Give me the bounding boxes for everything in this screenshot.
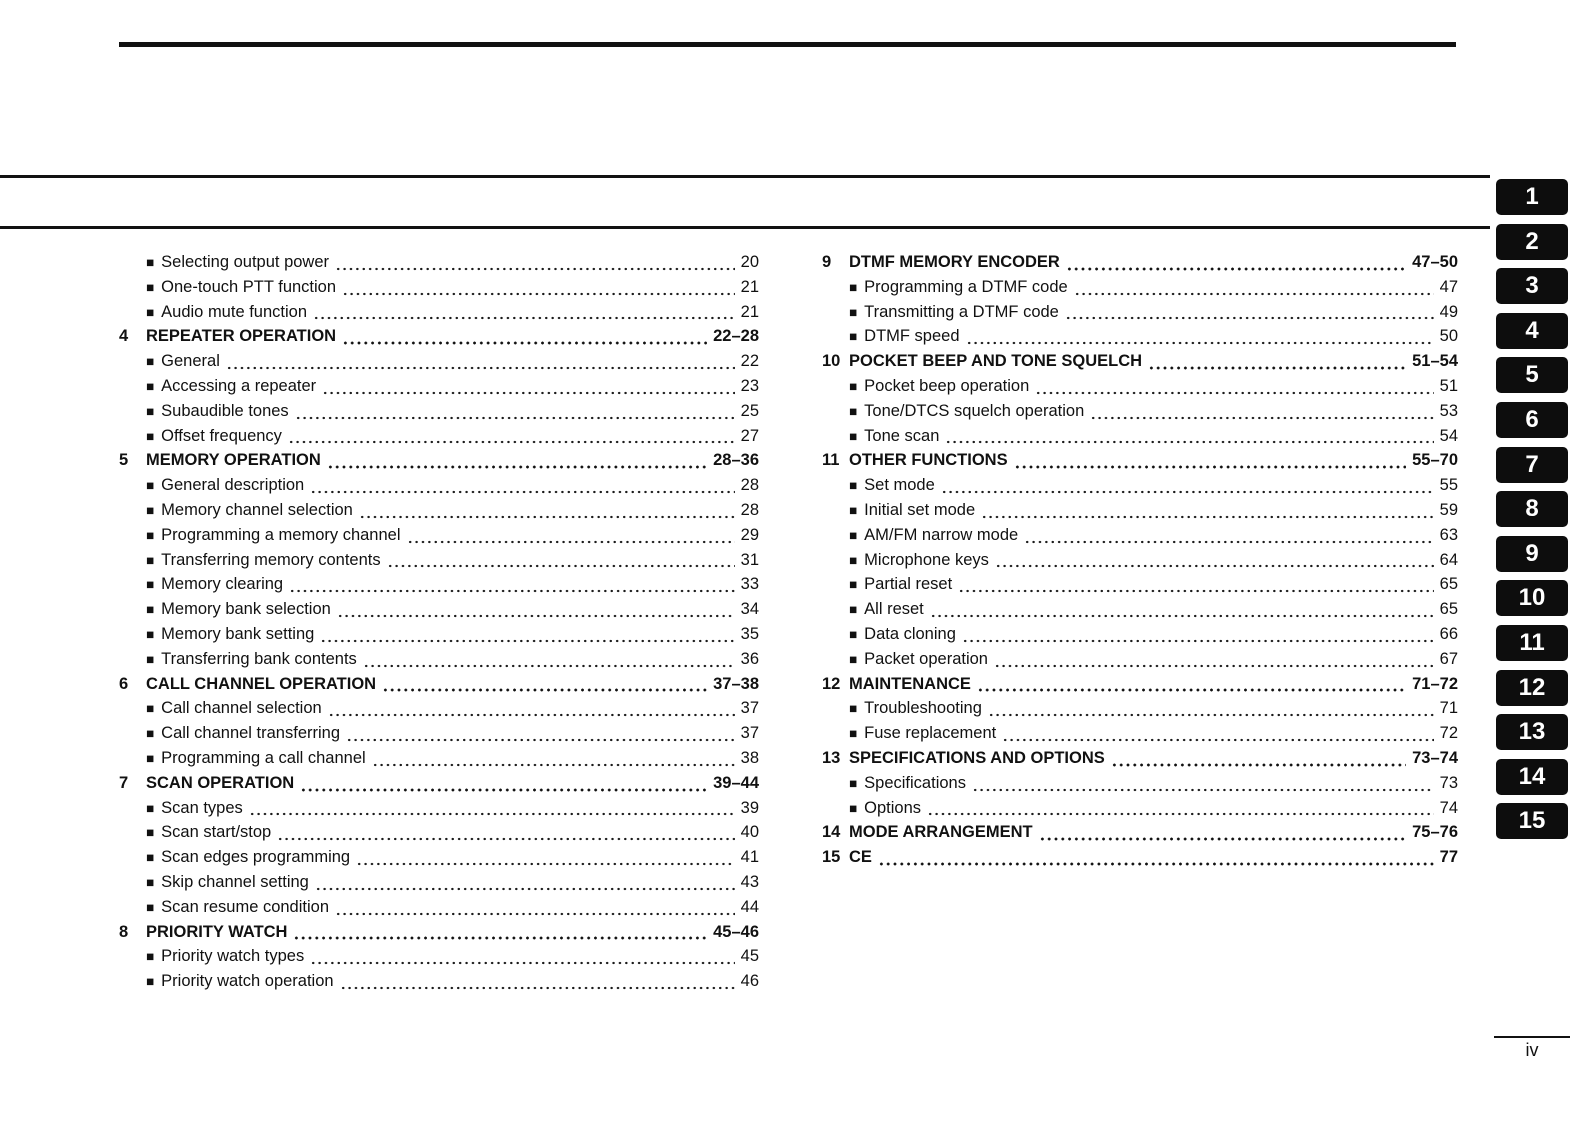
toc-chapter-row bbox=[119, 672, 759, 697]
dot-leader bbox=[342, 324, 707, 349]
section-title: Memory clearing bbox=[161, 575, 284, 594]
section-bullet-icon: ■ bbox=[146, 428, 155, 444]
page-number: 47 bbox=[1439, 277, 1458, 296]
section-title: Call channel transferring bbox=[161, 724, 340, 743]
toc-section-row bbox=[119, 721, 759, 746]
chapter-title: CALL CHANNEL OPERATION bbox=[146, 674, 377, 693]
section-bullet-icon: ■ bbox=[849, 329, 858, 345]
dot-leader bbox=[293, 920, 707, 945]
page-number: 28–36 bbox=[713, 451, 759, 470]
page-number: 53 bbox=[1439, 401, 1458, 420]
toc-section-row bbox=[119, 473, 759, 498]
page-number: 46 bbox=[740, 972, 759, 991]
toc-chapter-row bbox=[822, 845, 1458, 870]
page-number: 50 bbox=[1439, 327, 1458, 346]
section-bullet-icon: ■ bbox=[849, 502, 858, 518]
page-number: 64 bbox=[1439, 550, 1458, 569]
toc-chapter-row bbox=[119, 324, 759, 349]
chapter-number: 10 bbox=[822, 352, 841, 371]
page-number: 40 bbox=[740, 823, 759, 842]
section-title: Scan edges programming bbox=[161, 848, 351, 867]
side-tab-7: 7 bbox=[1496, 447, 1568, 483]
dot-leader bbox=[277, 820, 734, 845]
section-bullet-icon: ■ bbox=[146, 279, 155, 295]
side-tab-14: 14 bbox=[1496, 759, 1568, 795]
page-number-label: iv bbox=[1525, 1040, 1539, 1060]
side-tab-1: 1 bbox=[1496, 179, 1568, 215]
page-number: 39–44 bbox=[713, 773, 759, 792]
section-title: Partial reset bbox=[864, 575, 953, 594]
section-title: Priority watch types bbox=[161, 947, 305, 966]
section-title: Subaudible tones bbox=[161, 401, 289, 420]
section-bullet-icon: ■ bbox=[146, 726, 155, 742]
toc-left-column bbox=[119, 250, 759, 994]
dot-leader bbox=[337, 597, 735, 622]
toc-section-row bbox=[822, 796, 1458, 821]
section-title: Scan types bbox=[161, 798, 243, 817]
section-title: Pocket beep operation bbox=[864, 376, 1030, 395]
chapter-number: 4 bbox=[119, 327, 129, 346]
section-bullet-icon: ■ bbox=[849, 304, 858, 320]
chapter-title: REPEATER OPERATION bbox=[146, 327, 337, 346]
section-bullet-icon: ■ bbox=[849, 428, 858, 444]
page-number: 44 bbox=[740, 897, 759, 916]
toc-section-row bbox=[119, 250, 759, 275]
chapter-title: MEMORY OPERATION bbox=[146, 451, 321, 470]
section-bullet-icon: ■ bbox=[146, 825, 155, 841]
dot-leader bbox=[320, 622, 734, 647]
chapter-number: 15 bbox=[822, 848, 841, 867]
section-bullet-icon: ■ bbox=[849, 577, 858, 593]
footer-rule bbox=[1494, 1036, 1570, 1038]
chapter-number: 8 bbox=[119, 922, 129, 941]
toc-section-row bbox=[119, 622, 759, 647]
toc-chapter-row bbox=[822, 672, 1458, 697]
section-bullet-icon: ■ bbox=[849, 602, 858, 618]
page-number: 37 bbox=[740, 724, 759, 743]
dot-leader bbox=[356, 845, 735, 870]
section-bullet-icon: ■ bbox=[146, 354, 155, 370]
toc-section-row bbox=[822, 597, 1458, 622]
section-bullet-icon: ■ bbox=[146, 502, 155, 518]
toc-section-row bbox=[822, 399, 1458, 424]
section-title: Packet operation bbox=[864, 649, 988, 668]
page-number: 77 bbox=[1439, 848, 1458, 867]
dot-leader bbox=[1090, 399, 1433, 424]
page-number: 28 bbox=[740, 500, 759, 519]
section-bullet-icon: ■ bbox=[146, 626, 155, 642]
page-number: 41 bbox=[740, 848, 759, 867]
dot-leader bbox=[988, 696, 1434, 721]
dot-leader bbox=[313, 300, 735, 325]
section-bullet-icon: ■ bbox=[146, 304, 155, 320]
dot-leader bbox=[249, 796, 735, 821]
toc-section-row bbox=[119, 275, 759, 300]
top-rule bbox=[119, 42, 1456, 47]
section-bullet-icon: ■ bbox=[849, 651, 858, 667]
toc-section-row bbox=[119, 424, 759, 449]
page-number: 33 bbox=[740, 575, 759, 594]
toc-section-row bbox=[119, 820, 759, 845]
side-tab-column bbox=[1496, 179, 1568, 839]
section-title: Set mode bbox=[864, 476, 935, 495]
section-title: Accessing a repeater bbox=[161, 376, 317, 395]
dot-leader bbox=[941, 473, 1434, 498]
toc-section-row bbox=[119, 895, 759, 920]
page-number: 27 bbox=[740, 426, 759, 445]
side-tab-2: 2 bbox=[1496, 224, 1568, 260]
toc-section-row bbox=[822, 300, 1458, 325]
dot-leader bbox=[1035, 374, 1433, 399]
toc-section-row bbox=[822, 721, 1458, 746]
page-number: 63 bbox=[1439, 525, 1458, 544]
section-bullet-icon: ■ bbox=[849, 403, 858, 419]
side-tab-11: 11 bbox=[1496, 625, 1568, 661]
section-title: Offset frequency bbox=[161, 426, 282, 445]
section-bullet-icon: ■ bbox=[146, 750, 155, 766]
section-bullet-icon: ■ bbox=[146, 577, 155, 593]
section-bullet-icon: ■ bbox=[146, 899, 155, 915]
dot-leader bbox=[387, 548, 735, 573]
side-tab-13: 13 bbox=[1496, 714, 1568, 750]
section-title: Options bbox=[864, 798, 922, 817]
chapter-title: DTMF MEMORY ENCODER bbox=[849, 253, 1060, 271]
page-number: 55 bbox=[1439, 476, 1458, 495]
section-bullet-icon: ■ bbox=[146, 478, 155, 494]
side-tab-4: 4 bbox=[1496, 313, 1568, 349]
toc-chapter-row bbox=[822, 746, 1458, 771]
section-title: Programming a memory channel bbox=[161, 525, 401, 544]
toc-section-row bbox=[119, 696, 759, 721]
page-number: 34 bbox=[740, 600, 759, 619]
section-bullet-icon: ■ bbox=[146, 602, 155, 618]
chapter-title: SPECIFICATIONS AND OPTIONS bbox=[849, 748, 1105, 767]
page-number: 28 bbox=[740, 476, 759, 495]
page-number: 71 bbox=[1439, 699, 1458, 718]
section-bullet-icon: ■ bbox=[146, 651, 155, 667]
chapter-number: 6 bbox=[119, 674, 129, 693]
section-title: General bbox=[161, 352, 220, 371]
dot-leader bbox=[1039, 820, 1406, 845]
page-number: 45 bbox=[740, 947, 759, 966]
chapter-title: OTHER FUNCTIONS bbox=[849, 451, 1008, 470]
page-number: 75–76 bbox=[1412, 823, 1458, 842]
toc-section-row bbox=[119, 523, 759, 548]
section-title: One-touch PTT function bbox=[161, 277, 337, 296]
section-bullet-icon: ■ bbox=[146, 378, 155, 394]
page-number: 36 bbox=[740, 649, 759, 668]
page-number: 31 bbox=[740, 550, 759, 569]
toc-section-row bbox=[822, 473, 1458, 498]
page-number: 45–46 bbox=[713, 922, 759, 941]
page-number: 35 bbox=[740, 624, 759, 643]
section-title: Memory bank selection bbox=[161, 600, 331, 619]
dot-leader bbox=[342, 275, 735, 300]
dot-leader bbox=[1014, 448, 1407, 473]
section-bullet-icon: ■ bbox=[146, 255, 155, 270]
section-title: Fuse replacement bbox=[864, 724, 997, 743]
toc-section-row bbox=[822, 498, 1458, 523]
header-rule-upper bbox=[0, 175, 1490, 178]
section-title: Tone/DTCS squelch operation bbox=[864, 401, 1085, 420]
page-number: 39 bbox=[740, 798, 759, 817]
chapter-number: 13 bbox=[822, 748, 841, 767]
section-bullet-icon: ■ bbox=[146, 974, 155, 990]
section-bullet-icon: ■ bbox=[849, 626, 858, 642]
page-number: 38 bbox=[740, 748, 759, 767]
toc-chapter-row bbox=[822, 820, 1458, 845]
toc-section-row bbox=[119, 647, 759, 672]
section-bullet-icon: ■ bbox=[849, 800, 858, 816]
toc-chapter-row bbox=[822, 250, 1458, 275]
section-title: DTMF speed bbox=[864, 327, 960, 346]
chapter-title: CE bbox=[849, 848, 872, 867]
section-title: Skip channel setting bbox=[161, 872, 309, 891]
section-title: Scan resume condition bbox=[161, 897, 330, 916]
section-bullet-icon: ■ bbox=[146, 800, 155, 816]
chapter-number: 11 bbox=[822, 451, 840, 470]
section-title: Programming a call channel bbox=[161, 748, 366, 767]
toc-section-row bbox=[119, 746, 759, 771]
dot-leader bbox=[295, 399, 735, 424]
toc-section-row bbox=[119, 796, 759, 821]
dot-leader bbox=[327, 448, 707, 473]
toc-section-row bbox=[119, 572, 759, 597]
toc-section-row bbox=[119, 845, 759, 870]
page-number: 25 bbox=[740, 401, 759, 420]
dot-leader bbox=[1074, 275, 1434, 300]
toc-section-row bbox=[822, 647, 1458, 672]
dot-leader bbox=[382, 672, 707, 697]
section-bullet-icon: ■ bbox=[849, 775, 858, 791]
section-bullet-icon: ■ bbox=[146, 949, 155, 965]
toc-chapter-row bbox=[119, 920, 759, 945]
dot-leader bbox=[972, 771, 1434, 796]
toc-section-row bbox=[822, 572, 1458, 597]
section-bullet-icon: ■ bbox=[146, 701, 155, 717]
side-tab-15: 15 bbox=[1496, 803, 1568, 839]
section-title: Call channel selection bbox=[161, 699, 322, 718]
header-rule-lower bbox=[0, 226, 1490, 229]
toc-section-row bbox=[119, 349, 759, 374]
dot-leader bbox=[962, 622, 1434, 647]
dot-leader bbox=[288, 424, 735, 449]
page-number: 73–74 bbox=[1412, 748, 1458, 767]
section-title: Initial set mode bbox=[864, 500, 976, 519]
chapter-number: 5 bbox=[119, 451, 129, 470]
page-number: 65 bbox=[1439, 575, 1458, 594]
toc-section-row bbox=[822, 696, 1458, 721]
toc-chapter-row bbox=[119, 771, 759, 796]
dot-leader bbox=[945, 424, 1433, 449]
page-number: 23 bbox=[740, 376, 759, 395]
section-bullet-icon: ■ bbox=[146, 527, 155, 543]
toc-section-row bbox=[119, 597, 759, 622]
toc-section-row bbox=[119, 548, 759, 573]
page-number: 49 bbox=[1439, 302, 1458, 321]
dot-leader bbox=[335, 250, 735, 275]
page-number: 37 bbox=[740, 699, 759, 718]
section-title: Scan start/stop bbox=[161, 823, 272, 842]
chapter-number: 14 bbox=[822, 823, 841, 842]
dot-leader bbox=[930, 597, 1434, 622]
dot-leader bbox=[322, 374, 734, 399]
section-bullet-icon: ■ bbox=[146, 552, 155, 568]
page-number: 55–70 bbox=[1412, 451, 1458, 470]
section-bullet-icon: ■ bbox=[849, 478, 858, 494]
section-title: Selecting output power bbox=[161, 253, 330, 271]
dot-leader bbox=[958, 572, 1433, 597]
section-bullet-icon: ■ bbox=[146, 403, 155, 419]
page-number: 72 bbox=[1439, 724, 1458, 743]
side-tab-10: 10 bbox=[1496, 580, 1568, 616]
dot-leader bbox=[927, 796, 1434, 821]
chapter-number: 9 bbox=[822, 253, 832, 271]
page-number: 37–38 bbox=[713, 674, 759, 693]
dot-leader bbox=[346, 721, 735, 746]
page-number: 47–50 bbox=[1412, 253, 1458, 271]
section-title: Troubleshooting bbox=[864, 699, 982, 718]
section-bullet-icon: ■ bbox=[849, 527, 858, 543]
section-bullet-icon: ■ bbox=[849, 552, 858, 568]
side-tab-9: 9 bbox=[1496, 536, 1568, 572]
page-number: 66 bbox=[1439, 624, 1458, 643]
section-bullet-icon: ■ bbox=[849, 726, 858, 742]
page-number: 51 bbox=[1439, 376, 1458, 395]
section-bullet-icon: ■ bbox=[146, 874, 155, 890]
section-title: Data cloning bbox=[864, 624, 956, 643]
section-title: Specifications bbox=[864, 773, 966, 792]
dot-leader bbox=[1111, 746, 1406, 771]
dot-leader bbox=[995, 548, 1434, 573]
dot-leader bbox=[1002, 721, 1433, 746]
toc-section-row bbox=[119, 300, 759, 325]
page-number: 21 bbox=[740, 302, 759, 321]
dot-leader bbox=[1066, 250, 1406, 275]
section-title: Transmitting a DTMF code bbox=[864, 302, 1059, 321]
section-title: Programming a DTMF code bbox=[864, 277, 1068, 296]
dot-leader bbox=[372, 746, 735, 771]
chapter-title: MODE ARRANGEMENT bbox=[849, 823, 1033, 842]
toc-section-row bbox=[822, 374, 1458, 399]
toc-section-row bbox=[119, 944, 759, 969]
toc-section-row bbox=[822, 523, 1458, 548]
section-title: Transferring memory contents bbox=[161, 550, 381, 569]
dot-leader bbox=[310, 473, 734, 498]
section-title: Audio mute function bbox=[161, 302, 307, 321]
toc-section-row bbox=[822, 622, 1458, 647]
dot-leader bbox=[328, 696, 735, 721]
page-number: 22–28 bbox=[713, 327, 759, 346]
dot-leader bbox=[981, 498, 1434, 523]
section-title: AM/FM narrow mode bbox=[864, 525, 1019, 544]
section-bullet-icon: ■ bbox=[146, 850, 155, 866]
dot-leader bbox=[289, 572, 735, 597]
page-number: 73 bbox=[1439, 773, 1458, 792]
toc-section-row bbox=[822, 548, 1458, 573]
toc-section-row bbox=[119, 498, 759, 523]
side-tab-6: 6 bbox=[1496, 402, 1568, 438]
page-number: 43 bbox=[740, 872, 759, 891]
page-number: 51–54 bbox=[1412, 352, 1458, 371]
page-number: 21 bbox=[740, 277, 759, 296]
page-number: 67 bbox=[1439, 649, 1458, 668]
toc-right-column bbox=[822, 250, 1458, 870]
section-title: Tone scan bbox=[864, 426, 940, 445]
toc-section-row bbox=[822, 275, 1458, 300]
chapter-number: 7 bbox=[119, 773, 129, 792]
section-bullet-icon: ■ bbox=[849, 701, 858, 717]
dot-leader bbox=[363, 647, 735, 672]
section-title: Transferring bank contents bbox=[161, 649, 357, 668]
page-number: 74 bbox=[1439, 798, 1458, 817]
side-tab-5: 5 bbox=[1496, 357, 1568, 393]
side-tab-8: 8 bbox=[1496, 491, 1568, 527]
dot-leader bbox=[310, 944, 734, 969]
toc-section-row bbox=[822, 324, 1458, 349]
section-title: General description bbox=[161, 476, 305, 495]
page-number: 59 bbox=[1439, 500, 1458, 519]
toc-chapter-row bbox=[822, 448, 1458, 473]
dot-leader bbox=[315, 870, 735, 895]
section-title: Memory bank setting bbox=[161, 624, 315, 643]
dot-leader bbox=[994, 647, 1434, 672]
dot-leader bbox=[1065, 300, 1434, 325]
toc-chapter-row bbox=[119, 448, 759, 473]
section-title: All reset bbox=[864, 600, 924, 619]
chapter-title: SCAN OPERATION bbox=[146, 773, 295, 792]
toc-section-row bbox=[119, 870, 759, 895]
dot-leader bbox=[878, 845, 1434, 870]
toc-section-row bbox=[119, 969, 759, 994]
toc-chapter-row bbox=[822, 349, 1458, 374]
toc-section-row bbox=[119, 374, 759, 399]
section-title: Memory channel selection bbox=[161, 500, 353, 519]
page-number: 22 bbox=[740, 352, 759, 371]
toc-section-row bbox=[822, 771, 1458, 796]
dot-leader bbox=[977, 672, 1406, 697]
side-tab-3: 3 bbox=[1496, 268, 1568, 304]
side-tab-12: 12 bbox=[1496, 670, 1568, 706]
chapter-title: POCKET BEEP AND TONE SQUELCH bbox=[849, 352, 1143, 371]
page-number: 71–72 bbox=[1412, 674, 1458, 693]
dot-leader bbox=[359, 498, 735, 523]
page-number: 20 bbox=[740, 253, 759, 271]
page-number: 54 bbox=[1439, 426, 1458, 445]
toc-section-row bbox=[119, 399, 759, 424]
dot-leader bbox=[335, 895, 735, 920]
section-title: Microphone keys bbox=[864, 550, 989, 569]
dot-leader bbox=[407, 523, 735, 548]
dot-leader bbox=[226, 349, 735, 374]
page-number: 65 bbox=[1439, 600, 1458, 619]
dot-leader bbox=[300, 771, 707, 796]
dot-leader bbox=[1024, 523, 1433, 548]
dot-leader bbox=[1148, 349, 1406, 374]
section-bullet-icon: ■ bbox=[849, 378, 858, 394]
chapter-title: PRIORITY WATCH bbox=[146, 922, 288, 941]
chapter-title: MAINTENANCE bbox=[849, 674, 971, 693]
toc-section-row bbox=[822, 424, 1458, 449]
section-bullet-icon: ■ bbox=[849, 279, 858, 295]
dot-leader bbox=[340, 969, 735, 994]
dot-leader bbox=[966, 324, 1434, 349]
chapter-number: 12 bbox=[822, 674, 841, 693]
page-number: 29 bbox=[740, 525, 759, 544]
section-title: Priority watch operation bbox=[161, 972, 334, 991]
